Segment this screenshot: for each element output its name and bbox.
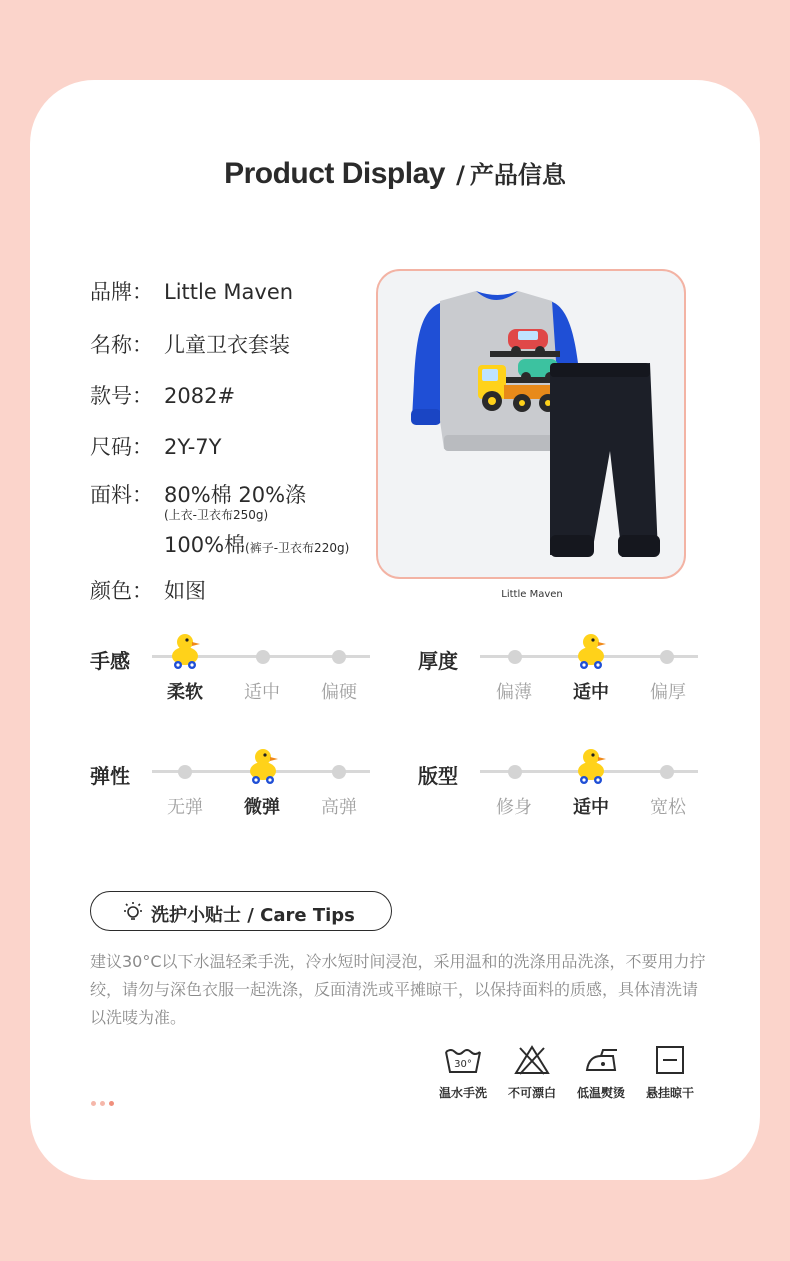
scale-dot [332,765,346,779]
scale-option: 偏厚 [650,682,686,703]
scale-dot [660,765,674,779]
spec-value: 80%棉 20%涤 [164,483,307,507]
scale-label: 厚度 [418,649,458,673]
fabric-pants [164,529,349,559]
fabric-top-note: (上衣-卫衣布250g) [164,508,269,522]
title-separator: / [456,161,465,189]
spec-color [90,575,206,605]
scale-option: 微弹 [244,797,280,818]
spec-fabric [90,479,306,509]
lightbulb-icon [121,900,145,924]
spec-value: 儿童卫衣套装 [164,333,290,357]
scale-option: 适中 [573,797,609,818]
spec-label: 名称： [90,333,153,357]
page-dot [100,1101,105,1106]
iron-low-icon [581,1044,621,1076]
wash-temp-label: 30° [454,1059,472,1070]
scale-option: 高弹 [321,797,357,818]
spec-model [90,380,235,410]
no-bleach-icon [512,1044,552,1076]
spec-size [90,431,221,461]
product-illustration [378,271,684,577]
scale-option: 宽松 [650,797,686,818]
care-hang-dry [637,1044,703,1101]
fabric-pants-note: (裤子-卫衣布220g) [245,541,350,555]
care-no-bleach [499,1044,565,1101]
duck-marker-icon [246,747,280,785]
scale-dot [508,765,522,779]
scale-dot [256,650,270,664]
scale-dot [508,650,522,664]
page-indicator [91,1091,118,1110]
wash-30-icon [443,1044,483,1076]
care-icon-label: 不可漂白 [507,1086,556,1100]
care-instructions: 建议30°C以下水温轻柔手洗，冷水短时间浸泡，采用温和的洗涤用品洗涤，不要用力拧绞，请勿与深色衣服一起洗涤，反面清洗或平摊晾干，以保持面料的质感，具体清洗请以洗唛为准。 [90,952,706,1027]
scale-hand-feel [90,645,380,705]
spec-name [90,329,290,359]
care-wash-30 [430,1044,496,1101]
photo-caption: Little Maven [501,589,563,600]
care-icon-label: 低温熨烫 [576,1086,625,1100]
scale-option: 修身 [496,797,532,818]
spec-label: 品牌： [90,280,153,304]
scale-dot [178,765,192,779]
scale-option: 适中 [573,682,609,703]
page-dot [91,1101,96,1106]
scale-thickness [418,645,708,705]
scale-label: 弹性 [90,764,130,788]
scale-option: 偏硬 [321,682,357,703]
care-icon-label: 温水手洗 [438,1086,487,1100]
care-icon-label: 悬挂晾干 [645,1086,694,1100]
spec-value: Little Maven [164,280,294,304]
scale-label: 版型 [418,764,458,788]
spec-label: 尺码： [90,435,153,459]
spec-brand [90,276,293,306]
scale-fit [418,760,708,820]
spec-value: 2082# [164,384,236,408]
care-iron-low [568,1044,634,1101]
spec-value: 如图 [164,579,206,603]
care-tips-title: 洗护小贴士 / Care Tips [151,905,355,926]
duck-marker-icon [574,632,608,670]
product-photo [376,269,686,579]
page-dot-active [109,1101,114,1106]
spec-label: 颜色： [90,579,153,603]
title-cn: 产品信息 [469,161,566,189]
hang-dry-icon [650,1044,690,1076]
scale-dot [660,650,674,664]
duck-marker-icon [168,632,202,670]
scale-option: 偏薄 [496,682,532,703]
duck-marker-icon [574,747,608,785]
title-en: Product Display [224,157,445,190]
care-tips-pill [90,891,392,931]
spec-label: 款号： [90,384,153,408]
scale-label: 手感 [90,649,130,673]
spec-value: 100%棉 [164,533,246,557]
page-title [0,155,790,191]
scale-option: 无弹 [167,797,203,818]
scale-elasticity [90,760,380,820]
spec-value: 2Y-7Y [164,435,222,459]
scale-dot [332,650,346,664]
scale-option: 柔软 [167,682,203,703]
scale-option: 适中 [244,682,280,703]
spec-label: 面料： [90,483,153,507]
